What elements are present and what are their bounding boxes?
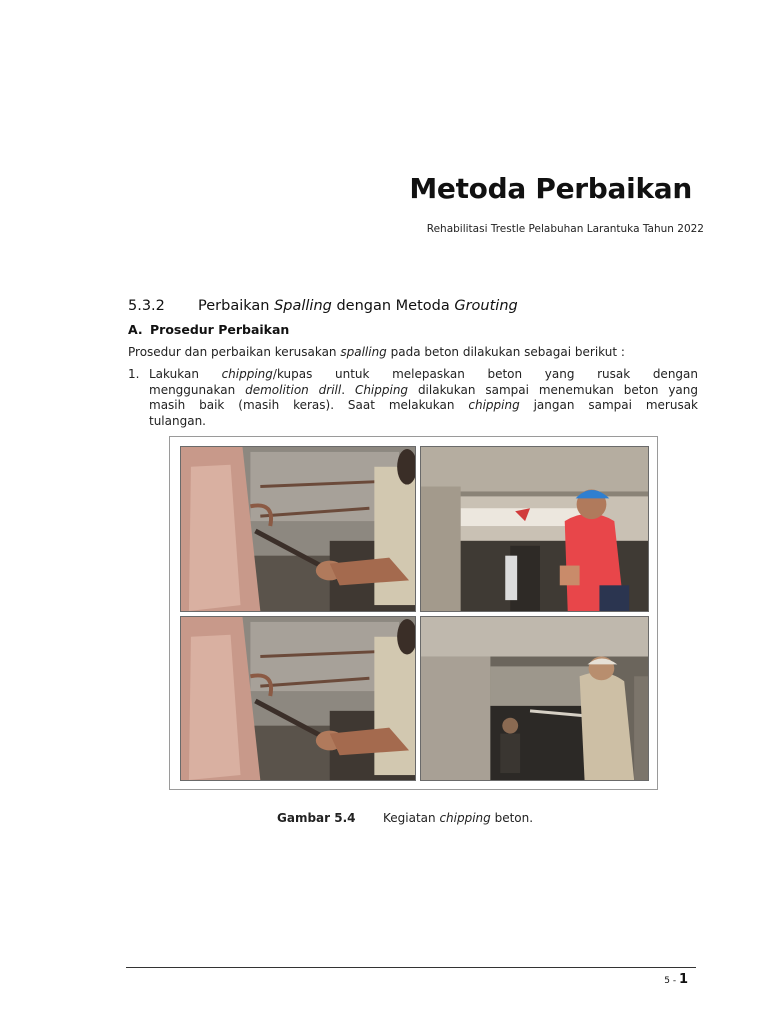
page-number <box>664 972 688 987</box>
text: jangan sampai merusak <box>519 398 699 412</box>
list-item-body <box>149 367 698 429</box>
intro-text-em: spalling <box>340 345 387 359</box>
worker-chipping-photo <box>180 446 416 612</box>
figure-frame <box>169 436 658 790</box>
subsection-heading <box>128 322 289 337</box>
text: Lakukan <box>149 367 222 381</box>
section-heading <box>128 298 518 314</box>
page-subtitle: Rehabilitasi Trestle Pelabuhan Larantuka Tahun 2022 <box>426 223 704 235</box>
footer-divider <box>126 967 696 968</box>
figure-caption <box>277 811 533 825</box>
text: masih baik (masih keras). Saat melakukan <box>149 398 469 412</box>
list-line-3 <box>149 398 698 414</box>
figure-caption-label: Gambar 5.4 <box>277 811 356 825</box>
section-title-mid: dengan Metoda <box>331 298 455 314</box>
intro-paragraph <box>128 345 625 359</box>
worker-chipping-photo <box>180 616 416 781</box>
list-item <box>128 367 698 429</box>
list-line-2 <box>149 383 698 399</box>
worker-blue-helmet-photo <box>420 446 649 612</box>
section-title-prefix: Perbaikan <box>198 298 275 314</box>
text: /kupas untuk melepaskan beton yang rusak dengan <box>272 367 698 381</box>
text-em: demolition drill <box>245 382 342 397</box>
caption-text-em: chipping <box>439 811 491 825</box>
section-number: 5.3.2 <box>128 298 165 314</box>
section-title-em2: Grouting <box>454 298 518 314</box>
subsection-letter: A. <box>128 322 143 337</box>
photo-4-drawing <box>421 617 648 780</box>
workers-under-deck-photo <box>420 616 649 781</box>
text: . <box>341 382 355 397</box>
intro-text-suffix: pada beton dilakukan sebagai berikut : <box>386 345 625 359</box>
list-marker: 1. <box>128 367 140 381</box>
page-title: Metoda Perbaikan <box>409 172 692 205</box>
text: menggunakan <box>149 382 246 397</box>
text-em: chipping <box>221 367 273 381</box>
text: dilakukan sampai menemukan beton yang <box>408 382 699 397</box>
list-line-1 <box>149 367 698 383</box>
text-em: chipping <box>468 398 520 412</box>
subsection-title: Prosedur Perbaikan <box>150 322 290 337</box>
photo-3-drawing <box>181 617 415 780</box>
page-number-prefix: 5 - <box>664 976 679 986</box>
section-title-em1: Spalling <box>274 298 332 314</box>
caption-text-suffix: beton. <box>490 811 534 825</box>
intro-text-prefix: Prosedur dan perbaikan kerusakan <box>128 345 341 359</box>
text-em: Chipping <box>354 382 409 397</box>
list-line-4: tulangan. <box>149 413 206 428</box>
photo-1-drawing <box>181 447 415 611</box>
photo-2-drawing <box>421 447 648 611</box>
caption-text-prefix: Kegiatan <box>383 811 440 825</box>
page-number-value: 1 <box>678 972 688 987</box>
